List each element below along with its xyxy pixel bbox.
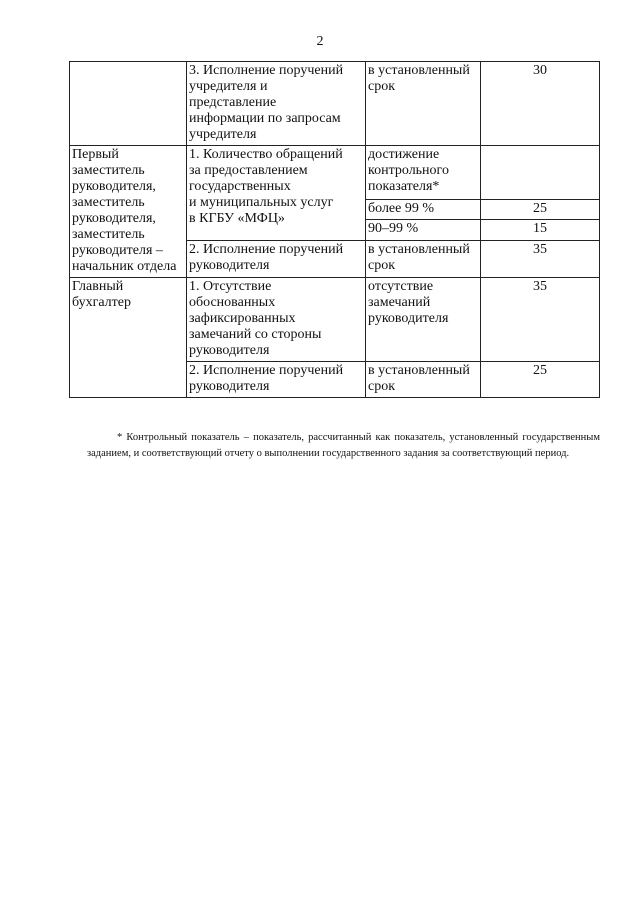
indicator-text: отсутствие замечаний руководителя — [368, 279, 449, 326]
criterion-text: 2. Исполнение поручений руководителя — [189, 241, 344, 273]
criterion-text: 2. Исполнение поручений руководителя — [189, 363, 344, 394]
points-value: 25 — [533, 200, 547, 216]
table-row — [70, 278, 600, 362]
indicator-text: в установленный срок — [368, 363, 470, 394]
points-value: 35 — [533, 279, 547, 294]
position-cell — [70, 278, 187, 398]
criterion-cell — [187, 62, 366, 146]
indicator-text: 90–99 % — [368, 221, 419, 237]
points-cell — [481, 362, 600, 398]
indicator-cell — [366, 146, 481, 200]
table-row — [70, 146, 600, 200]
table-row — [70, 62, 600, 146]
criterion-cell — [187, 278, 366, 362]
indicator-text: достижение контрольного показателя* — [368, 147, 449, 194]
footnote: * Контрольный показатель – показатель, рассчитанный как показатель, установленный государственным заданием, и соответствующий отчету о выполнении государственного задания за соответствующий период. — [87, 432, 600, 459]
position-text: Первый заместитель руководителя, заместитель руководителя, заместитель руководителя – начальник отдела — [72, 147, 177, 274]
points-cell — [481, 240, 600, 277]
indicator-cell — [366, 62, 481, 146]
points-value: 25 — [533, 363, 547, 378]
criterion-cell — [187, 362, 366, 398]
position-cell — [70, 146, 187, 278]
indicator-cell — [366, 362, 481, 398]
points-value: 15 — [533, 221, 547, 237]
criterion-text: 3. Исполнение поручений учредителя и представление информации по запросам учредителя — [189, 63, 344, 142]
indicator-cell — [366, 240, 481, 277]
points-value: 30 — [533, 63, 547, 78]
criterion-text: 1. Отсутствие обоснованных зафиксированных замечаний со стороны руководителя — [189, 279, 322, 358]
criterion-cell — [187, 146, 366, 241]
position-text: Главный бухгалтер — [72, 279, 131, 310]
position-cell — [70, 62, 187, 146]
indicator-cell — [366, 220, 481, 241]
indicator-text: в установленный срок — [368, 63, 470, 94]
criterion-cell — [187, 240, 366, 277]
points-cell — [481, 62, 600, 146]
page-number: 2 — [316, 34, 324, 49]
points-value: 35 — [533, 241, 547, 257]
criteria-table — [69, 61, 600, 398]
points-cell — [481, 278, 600, 362]
criterion-text: 1. Количество обращений за предоставлением государственных и муниципальных услуг в КГБУ «МФЦ» — [189, 147, 343, 226]
indicator-cell — [366, 278, 481, 362]
points-cell — [481, 146, 600, 200]
points-cell — [481, 199, 600, 220]
indicator-text: в установленный срок — [368, 241, 470, 273]
points-cell — [481, 220, 600, 241]
indicator-text: более 99 % — [368, 200, 435, 216]
indicator-cell — [366, 199, 481, 220]
